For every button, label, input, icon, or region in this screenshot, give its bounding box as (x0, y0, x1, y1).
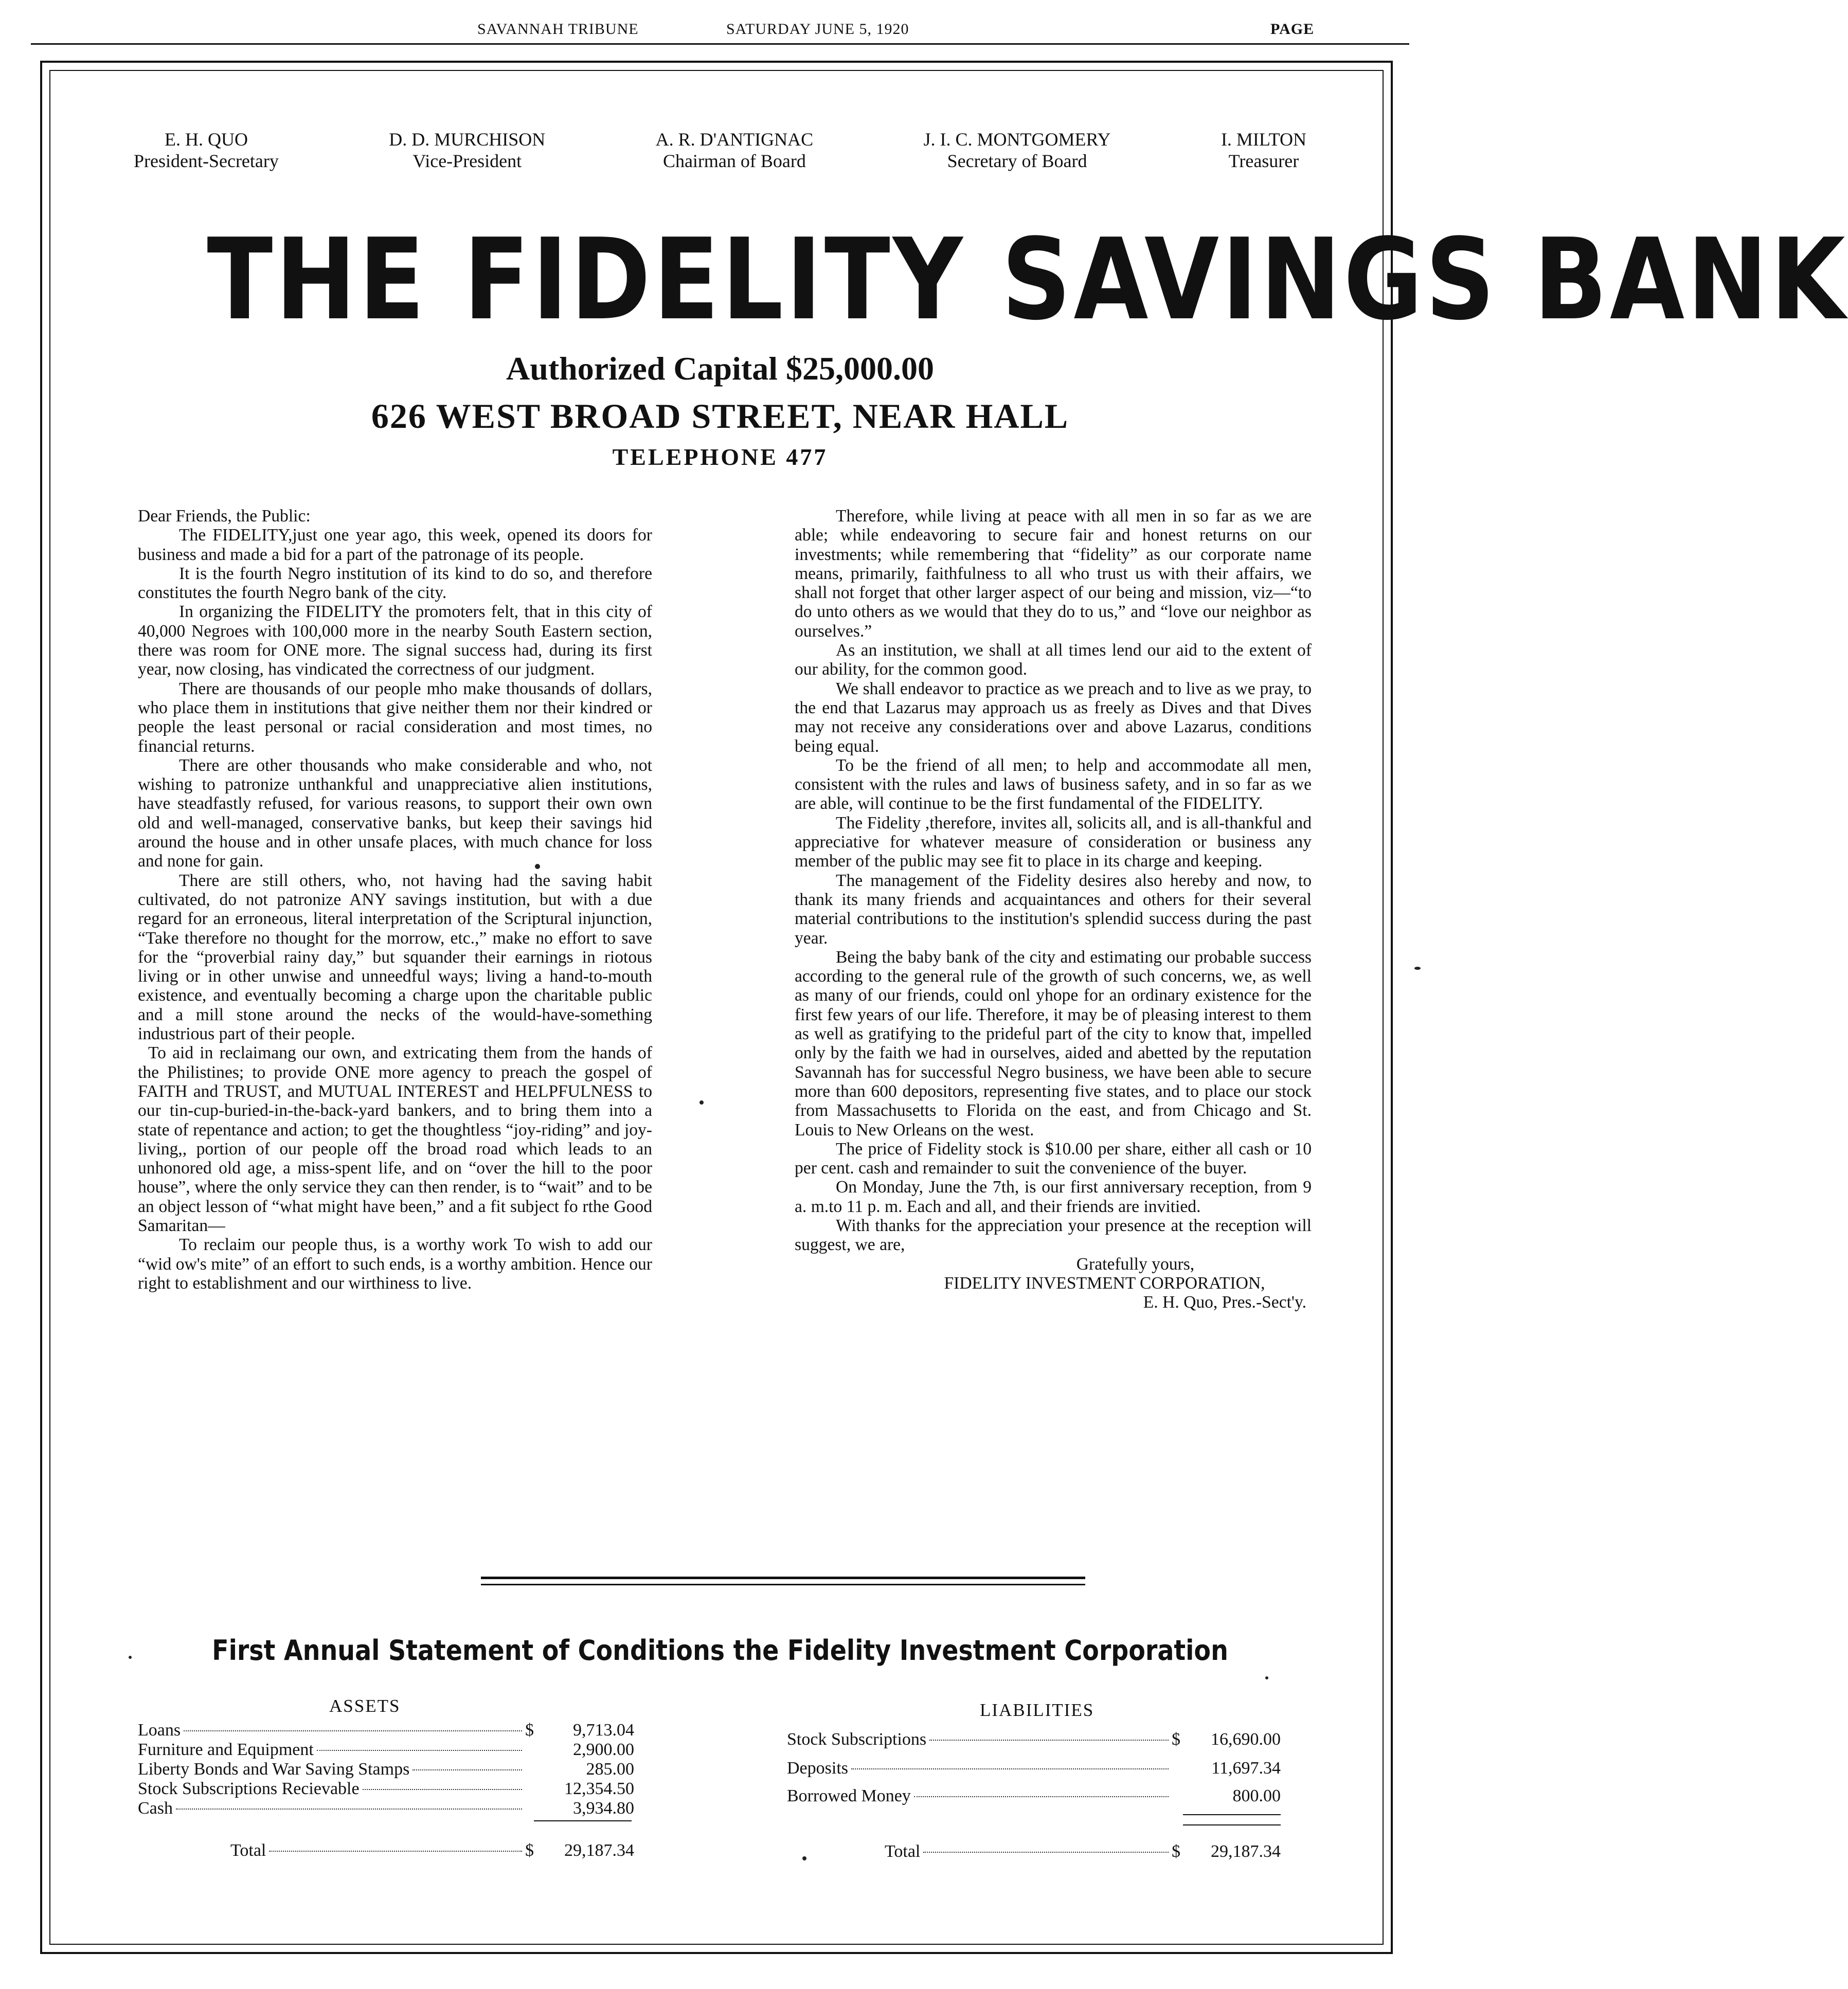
row-label: Deposits (787, 1759, 848, 1778)
leader-dots (929, 1740, 1169, 1741)
row-amount: 2,900.00 (573, 1740, 634, 1759)
row-amount: 3,934.80 (573, 1799, 634, 1818)
liabilities-heading: LIABILITIES (980, 1700, 1095, 1720)
letter-paragraph: There are still others, who, not having had the saving habit cultivated, do not patronize ANY savings institution, but with a due regard for an erroneous, literal interpretation of the Scriptural injunction, “Take therefore no thought for the morrow, etc.,” make no effort to save for the “proverbial rainy day,” but squander their earnings in riotous living or in other unwise and unneedful ways; living a hand-to-mouth existence, and eventually becoming a charge upon the charitable public and a mill stone around the necks of the would-have-something industrious part of their people. (138, 871, 652, 1044)
letter-paragraph: The management of the Fidelity desires also hereby and now, to thank its many friends and acquaintances and others for their several material contributions to the institution's splendid success during the past year. (795, 871, 1312, 948)
scan-speck (1414, 967, 1421, 970)
assets-total-row (230, 1841, 634, 1860)
officer-name: E. H. QUO (164, 129, 248, 150)
signer: E. H. Quo, Pres.-Sect'y. (1143, 1293, 1306, 1312)
authorized-capital: Authorized Capital $25,000.00 (506, 350, 934, 387)
officer-title: Secretary of Board (947, 151, 1087, 171)
assets-row (138, 1721, 634, 1740)
salutation: Dear Friends, the Public: (138, 507, 311, 526)
leader-dots (184, 1730, 522, 1731)
issue-date: SATURDAY JUNE 5, 1920 (726, 21, 909, 38)
leader-dots (851, 1768, 1169, 1769)
liabilities-sum-rule (1183, 1814, 1281, 1815)
newspaper-name: SAVANNAH TRIBUNE (477, 21, 639, 38)
page-label: PAGE (1270, 21, 1315, 38)
officer-name: I. MILTON (1221, 129, 1306, 150)
leader-dots (914, 1796, 1169, 1797)
liabilities-total-row (885, 1842, 1281, 1861)
letter-paragraph: We shall endeavor to practice as we preach and to live as we pray, to the end that Lazarus may approach us as freely as Dives and that Dives may not receive any considerations over and above Lazarus, conditions being equal. (795, 679, 1312, 756)
officer (389, 129, 545, 180)
row-label: Stock Subscriptions Recievable (138, 1779, 360, 1798)
scan-speck (535, 864, 540, 869)
letter-left-column (138, 507, 652, 1293)
row-label: Stock Subscriptions (787, 1730, 927, 1749)
letter-paragraph: Being the baby bank of the city and estimating our probable success according to the general rule of the growth of such concerns, we, as well as many of our friends, could onl yhope for an ordinary existence for the first few years of our life. Therefore, it may be of pleasing interest to them as well as gratifying to the prideful part of the city to know that, impelled only by the faith we had in ourselves, aided and abetted by the reputation Savannah has for successful Negro business, we have been able to secure more than 600 depositors, representing five states, and to place our stock from Massachusetts to Florida on the east, and from Chicago and St. Louis to New Orleans on the west. (795, 947, 1312, 1140)
row-amount: 9,713.04 (573, 1721, 634, 1740)
officer (1221, 129, 1306, 180)
currency-sign: $ (1172, 1842, 1180, 1861)
officer (924, 129, 1111, 180)
letter-paragraph: To reclaim our people thus, is a worthy work To wish to add our “wid ow's mite” of an effort to such ends, is a worthy ambition. Hence our right to establishment and our wirthiness to live. (138, 1235, 652, 1293)
liabilities-row (787, 1759, 1281, 1778)
liabilities-sum-rule (1183, 1824, 1281, 1825)
currency-sign: $ (1172, 1730, 1180, 1749)
row-label: Cash (138, 1799, 173, 1818)
scan-speck (1265, 1676, 1268, 1679)
telephone: TELEPHONE 477 (612, 444, 828, 470)
letter-paragraph: Therefore, while living at peace with all men in so far as we are able; while endeavoring to secure fair and honest returns on our investments; while remembering that “fidelity” as our corporate name means, primarily, faithfulness to all who trust us with their affairs, we shall not forget that other larger aspect of our being and mission, viz—“to do unto others as we would that they do to us,” and “love our neighbor as ourselves.” (795, 507, 1312, 641)
liabilities-row (787, 1730, 1281, 1749)
leader-dots (317, 1750, 522, 1751)
officer-name: A. R. D'ANTIGNAC (655, 129, 814, 150)
closing: Gratefully yours, (1076, 1254, 1195, 1274)
assets-row (138, 1779, 634, 1799)
officer-title: Treasurer (1228, 151, 1299, 171)
leader-dots (412, 1769, 522, 1770)
row-label: Furniture and Equipment (138, 1740, 314, 1759)
letter-paragraph: The price of Fidelity stock is $10.00 per share, either all cash or 10 per cent. cash and remainder to suit the convenience of the buyer. (795, 1139, 1312, 1178)
scan-speck (699, 1100, 704, 1105)
letter-paragraph: There are other thousands who make considerable and who, not wishing to patronize unthankful and unappreciative alien institutions, have steadfastly refused, for various reasons, to support their own own old and well-managed, conservative banks, but keep their savings hid around the house and in other unsafe places, with much chance for loss and none for gain. (138, 755, 652, 871)
leader-dots (176, 1809, 522, 1810)
row-label: Borrowed Money (787, 1786, 911, 1805)
letter-paragraph: To aid in reclaimang our own, and extricating them from the hands of the Philistines; to provide ONE more agency to preach the gospel of FAITH and TRUST, and MUTUAL INTEREST and HELPFULNESS to our tin-cup-buried-in-the-back-yard bankers, and to bring them into a state of repentance and action; to get the thoughtless “joy-riding” and joy-living,, portion of our people off the broad road which leads to an unhonored old age, a miss-spent life, and on “over the hill to the poor house”, where the only service they can then render, is to “wait” and to be an object lesson of “what might have been,” and a fit subject fo rthe Good Samaritan— (138, 1043, 652, 1235)
assets-heading: ASSETS (329, 1696, 401, 1716)
letter-paragraph: As an institution, we shall at all times lend our aid to the extent of our ability, for the common good. (795, 641, 1312, 679)
total-label: Total (230, 1841, 266, 1860)
statement-title: First Annual Statement of Conditions the Fidelity Investment Corporation (212, 1634, 1228, 1667)
assets-row (138, 1799, 634, 1818)
letter-paragraph: In organizing the FIDELITY the promoters felt, that in this city of 40,000 Negroes with 100,000 more in the nearby South Eastern section, there was room for ONE more. The signal success had, during its first year, now closing, has vindicated the correctness of our judgment. (138, 602, 652, 679)
leader-dots (269, 1851, 522, 1852)
assets-row (138, 1740, 634, 1760)
assets-sum-rule (534, 1820, 632, 1821)
row-amount: 12,354.50 (564, 1779, 634, 1798)
officer-name: J. I. C. MONTGOMERY (923, 129, 1111, 150)
row-amount: 285.00 (586, 1760, 634, 1779)
total-amount: 29,187.34 (1211, 1842, 1281, 1861)
liabilities-row (787, 1786, 1281, 1806)
officer-title: Vice-President (412, 151, 522, 171)
officer-title: President-Secretary (134, 151, 279, 171)
letter-paragraph: The Fidelity ,therefore, invites all, solicits all, and is all-thankful and appreciative for whatever measure of consideration or business any member of the public may see fit to place in its charge and keeping. (795, 813, 1312, 871)
currency-sign: $ (525, 1721, 534, 1740)
letter-paragraph: To be the friend of all men; to help and accommodate all men, consistent with the rules and laws of business safety, and in so far as we are able, will continue to be the first fundamental of the FIDELITY. (795, 755, 1312, 813)
letter-right-column (795, 507, 1312, 1312)
masthead (31, 14, 1409, 50)
officer (134, 129, 279, 180)
officer-title: Chairman of Board (662, 151, 806, 171)
scan-speck (802, 1856, 806, 1860)
row-amount: 16,690.00 (1211, 1730, 1281, 1749)
letter-paragraph: It is the fourth Negro institution of its kind to do so, and therefore constitutes the fourth Negro bank of the city. (138, 564, 652, 603)
leader-dots (363, 1789, 522, 1790)
letter-paragraph: On Monday, June the 7th, is our first anniversary reception, from 9 a. m.to 11 p. m. Each and all, and their friends are invitied. (795, 1178, 1312, 1216)
row-label: Liberty Bonds and War Saving Stamps (138, 1760, 410, 1779)
leader-dots (923, 1852, 1169, 1853)
total-label: Total (885, 1842, 921, 1861)
row-amount: 11,697.34 (1211, 1759, 1281, 1778)
letter-paragraph: The FIDELITY,just one year ago, this week, opened its doors for business and made a bid for a part of the patronage of its people. (138, 526, 652, 564)
currency-sign: $ (525, 1841, 534, 1860)
row-label: Loans (138, 1721, 181, 1740)
masthead-rule (31, 43, 1409, 45)
assets-row (138, 1760, 634, 1779)
officer (656, 129, 813, 180)
separator-rule (481, 1577, 1085, 1579)
bank-title: THE FIDELITY SAVINGS BANK (207, 215, 1848, 345)
scan-speck (129, 1656, 132, 1659)
officers-row (134, 129, 1306, 180)
officer-name: D. D. MURCHISON (389, 129, 546, 150)
letter-paragraph: There are thousands of our people mho make thousands of dollars, who place them in institutions that give neither them nor their kindred or people the least personal or racial consideration and most times, no financial returns. (138, 679, 652, 756)
corporation-name: FIDELITY INVESTMENT CORPORATION, (944, 1273, 1265, 1293)
separator-rule (481, 1584, 1085, 1585)
bank-address: 626 WEST BROAD STREET, NEAR HALL (371, 396, 1069, 436)
row-amount: 800.00 (1232, 1786, 1281, 1805)
letter-paragraph: With thanks for the appreciation your presence at the reception will suggest, we are, (795, 1216, 1312, 1255)
total-amount: 29,187.34 (564, 1841, 634, 1860)
